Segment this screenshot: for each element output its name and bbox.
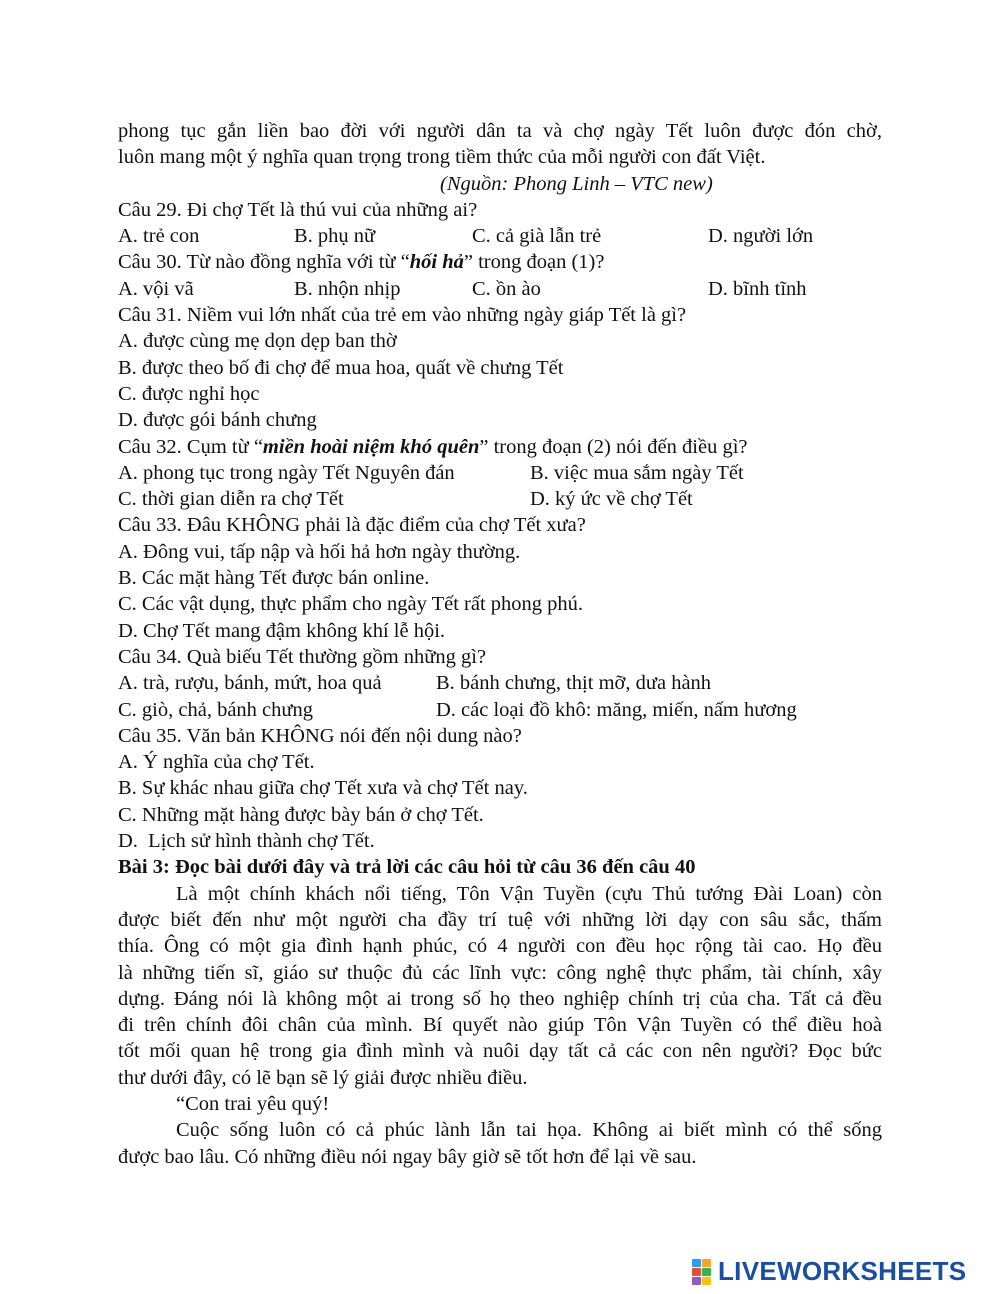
question-30 (118, 249, 882, 275)
q32-options-row1 (118, 460, 882, 486)
option-d: D. người lớn (708, 225, 814, 248)
q30-pre: Câu 30. Từ nào đồng nghĩa với từ “ (118, 251, 410, 274)
option-c: C. cả già lẫn trẻ (472, 225, 602, 248)
option-d: D. Chợ Tết mang đậm không khí lễ hội. (118, 619, 446, 642)
paragraph-line: dựng. Đáng nói là không một ai trong số họ theo nghiệp chính trị của cha. Tất cả đều (118, 987, 882, 1010)
paragraph-line: tốt mối quan hệ trong gia đình mình và nuôi dạy tất cả các con nên người? Đọc bức (118, 1040, 882, 1063)
option-a: A. phong tục trong ngày Tết Nguyên đán (118, 461, 455, 484)
section-heading: Bài 3: Đọc bài dưới đây và trả lời các câu hỏi từ câu 36 đến câu 40 (118, 856, 696, 879)
option-a: A. vội vã (118, 277, 194, 300)
q34-options-row1 (118, 670, 882, 696)
option-c: C. Các vật dụng, thực phẩm cho ngày Tết rất phong phú. (118, 593, 584, 616)
logo-square (702, 1277, 711, 1285)
q30-options (118, 276, 882, 302)
option-c: C. được nghỉ học (118, 382, 260, 405)
question-33: Câu 33. Đâu KHÔNG phải là đặc điểm của chợ Tết xưa? (118, 514, 586, 537)
option-a: A. trà, rượu, bánh, mứt, hoa quả (118, 672, 382, 695)
option-a: A. Ý nghĩa của chợ Tết. (118, 751, 315, 774)
option-d: D. Lịch sử hình thành chợ Tết. (118, 830, 375, 853)
logo-square (692, 1268, 701, 1276)
option-d: D. bĩnh tĩnh (708, 277, 807, 300)
paragraph-line: thư dưới đây, có lẽ bạn sẽ lý giải được nhiều điều. (118, 1066, 528, 1089)
option-d: D. ký ức về chợ Tết (530, 488, 693, 511)
option-b: B. Sự khác nhau giữa chợ Tết xưa và chợ Tết nay. (118, 777, 528, 800)
letter-greeting: “Con trai yêu quý! (176, 1092, 330, 1115)
logo-square (692, 1259, 701, 1267)
paragraph-line: là những tiến sĩ, giáo sư thuộc đủ các lĩnh vực: công nghệ thực phẩm, tài chính, xây (118, 961, 882, 984)
q32-pre: Câu 32. Cụm từ “ (118, 435, 263, 458)
question-34: Câu 34. Quà biếu Tết thường gồm những gì? (118, 645, 487, 668)
paragraph-line: được biết đến như một người cha đầy trí tuệ với những lời dạy con sâu sắc, thấm (118, 908, 882, 931)
q29-options (118, 223, 882, 249)
option-c: C. giò, chả, bánh chưng (118, 698, 314, 721)
option-b: B. phụ nữ (294, 225, 376, 248)
liveworksheets-logo (692, 1256, 966, 1287)
logo-square (702, 1259, 711, 1267)
question-29: Câu 29. Đi chợ Tết là thú vui của những ai? (118, 198, 478, 221)
paragraph-line: thía. Ông có một gia đình hạnh phúc, có 4 người con đều học rộng tài cao. Họ đều (118, 935, 882, 958)
letter-line: Cuộc sống luôn có cả phúc lành lẫn tai họa. Không ai biết mình có thể sống (176, 1119, 882, 1142)
option-c: C. thời gian diễn ra chợ Tết (118, 488, 344, 511)
liveworksheets-icon (692, 1259, 712, 1285)
question-32 (118, 434, 882, 460)
option-d: D. được gói bánh chưng (118, 409, 317, 432)
option-a: A. Đông vui, tấp nập và hối hả hơn ngày thường. (118, 540, 521, 563)
option-b: B. Các mặt hàng Tết được bán online. (118, 567, 430, 590)
q30-keyword: hối hả (409, 251, 464, 274)
option-c: C. ồn ào (472, 277, 541, 300)
intro-line: phong tục gắn liền bao đời với người dân ta và chợ ngày Tết luôn được đón chờ, (118, 120, 882, 142)
logo-text: LIVEWORKSHEETS (718, 1256, 967, 1286)
logo-square (702, 1268, 711, 1276)
logo-square (692, 1277, 701, 1285)
option-a: A. được cùng mẹ dọn dẹp ban thờ (118, 330, 397, 353)
option-b: B. được theo bố đi chợ để mua hoa, quất về chưng Tết (118, 356, 564, 379)
option-c: C. Những mặt hàng được bày bán ở chợ Tết. (118, 803, 484, 826)
q34-options-row2 (118, 697, 882, 723)
q32-options-row2 (118, 486, 882, 512)
q32-phrase: miền hoài niệm khó quên (262, 435, 480, 458)
paragraph-line: Là một chính khách nổi tiếng, Tôn Vận Tuyền (cựu Thủ tướng Đài Loan) còn (176, 882, 882, 905)
option-b: B. nhộn nhịp (294, 277, 401, 300)
paragraph-line: đi trên chính đôi chân của mình. Bí quyết nào giúp Tôn Vận Tuyền có thể điều hoà (118, 1014, 882, 1037)
q30-post: ” trong đoạn (1)? (463, 251, 605, 274)
source-citation: (Nguồn: Phong Linh – VTC new) (440, 172, 713, 195)
option-d: D. các loại đồ khô: măng, miến, nấm hương (436, 698, 797, 721)
option-a: A. trẻ con (118, 225, 200, 248)
letter-line: được bao lâu. Có những điều nói ngay bây giờ sẽ tốt hơn để lại về sau. (118, 1145, 697, 1168)
question-31: Câu 31. Niềm vui lớn nhất của trẻ em vào những ngày giáp Tết là gì? (118, 304, 687, 327)
option-b: B. việc mua sắm ngày Tết (530, 461, 744, 484)
document-page (118, 118, 882, 1170)
question-35: Câu 35. Văn bản KHÔNG nói đến nội dung nào? (118, 724, 522, 747)
option-b: B. bánh chưng, thịt mỡ, dưa hành (436, 672, 712, 695)
intro-line: luôn mang một ý nghĩa quan trọng trong tiềm thức của mỗi người con đất Việt. (118, 146, 766, 169)
q32-post: ” trong đoạn (2) nói đến điều gì? (479, 435, 748, 458)
